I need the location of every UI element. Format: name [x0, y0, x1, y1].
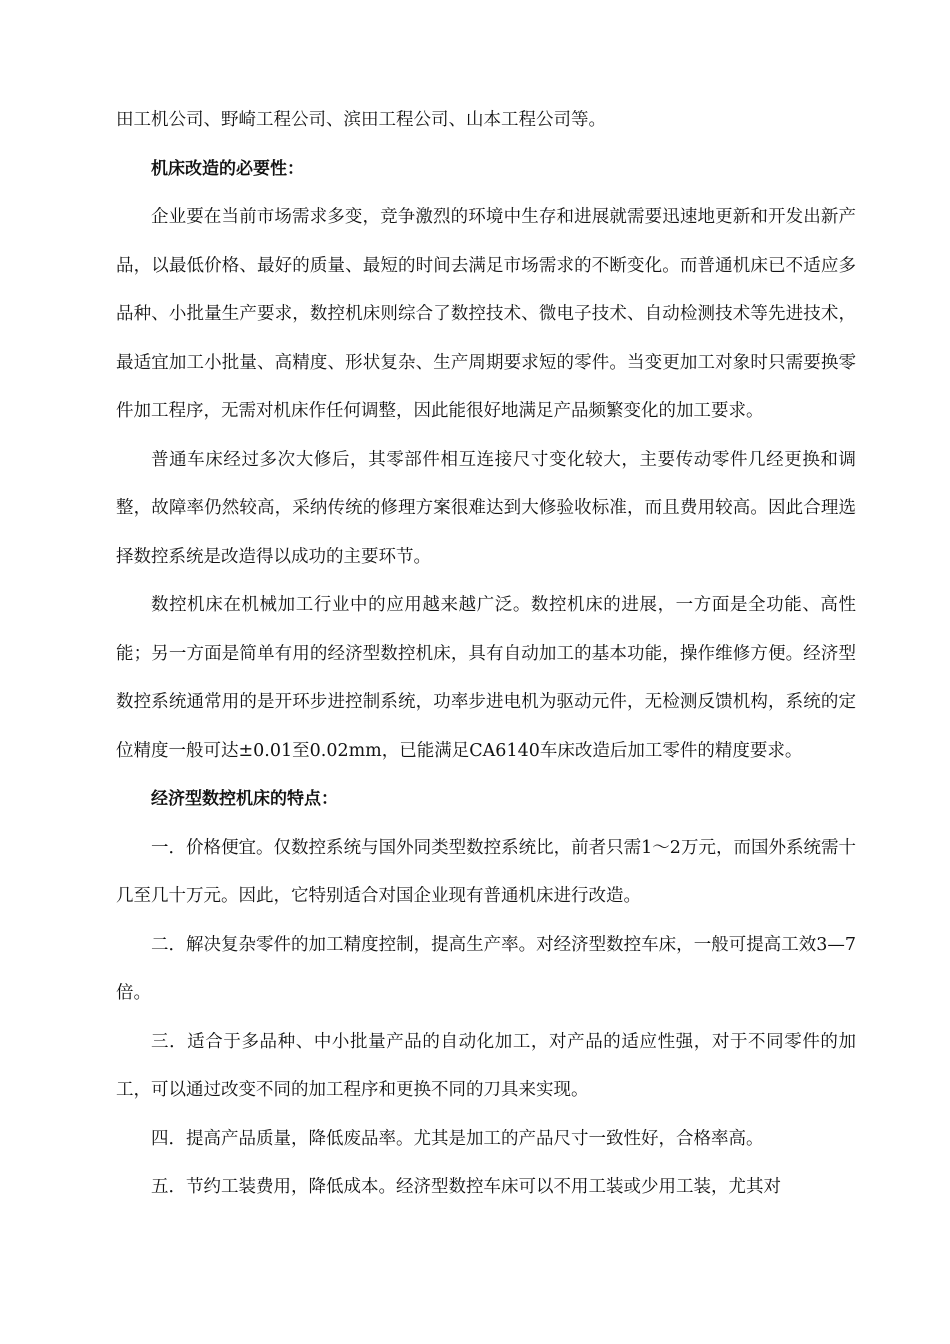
lead-line: 田工机公司、野崎工程公司、滨田工程公司、山本工程公司等。 — [116, 110, 606, 130]
feature-item-price: 一．价格便宜。仅数控系统与国外同类型数控系统比，前者只需1～2万元，而国外系统需十几至几十万元。因此，它特别适合对国企业现有普通机床进行改造。 — [116, 837, 856, 906]
paragraph-lathe-overhaul: 普通车床经过多次大修后，其零部件相互连接尺寸变化较大，主要传动零件几经更换和调整，故障率仍然较高，采纳传统的修理方案很难达到大修验收标准，而且费用较高。因此合理选择数控系统是改造得以成功的主要环节。 — [116, 449, 856, 567]
feature-item-quality: 四．提高产品质量，降低废品率。尤其是加工的产品尺寸一致性好，合格率高。 — [151, 1128, 764, 1149]
document-body — [116, 96, 856, 1212]
paragraph-market-demand: 企业要在当前市场需求多变，竞争激烈的环境中生存和进展就需要迅速地更新和开发出新产品，以最低价格、最好的质量、最短的时间去满足市场需求的不断变化。而普通机床已不适应多品种、小批量生产要求，数控机床则综合了数控技术、微电子技术、自动检测技术等先进技术，最适宜加工小批量、高精度、形状复杂、生产周期要求短的零件。当变更加工对象时只需要换零件加工程序，无需对机床作任何调整，因此能很好地满足产品频繁变化的加工要求。 — [116, 207, 856, 421]
heading-necessity: 机床改造的必要性： — [151, 158, 304, 179]
feature-item-precision: 二．解决复杂零件的加工精度控制，提高生产率。对经济型数控车床，一般可提高工效3—7倍。 — [116, 934, 856, 1003]
feature-item-adaptability: 三．适合于多品种、中小批量产品的自动化加工，对产品的适应性强，对于不同零件的加工，可以通过改变不同的加工程序和更换不同的刀具来实现。 — [116, 1031, 856, 1100]
feature-item-cost: 五．节约工装费用，降低成本。经济型数控车床可以不用工装或少用工装，尤其对 — [151, 1177, 781, 1197]
heading-features: 经济型数控机床的特点： — [151, 789, 338, 809]
paragraph-cnc-application: 数控机床在机械加工行业中的应用越来越广泛。数控机床的进展，一方面是全功能、高性能；另一方面是简单有用的经济型数控机床，具有自动加工的基本功能，操作维修方便。经济型数控系统通常用的是开环步进控制系统，功率步进电机为驱动元件，无检测反馈机构，系统的定位精度一般可达±0.01至0.02mm，已能满足CA6140车床改造后加工零件的精度要求。 — [116, 595, 856, 761]
